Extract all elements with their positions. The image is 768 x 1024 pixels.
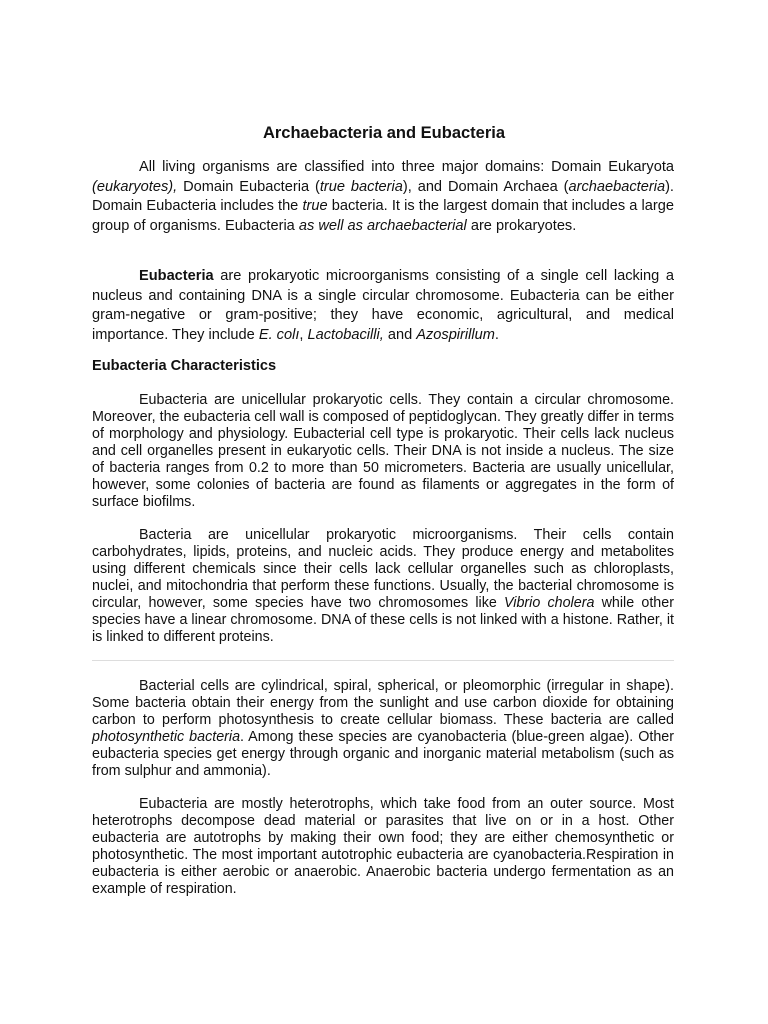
bacteria-paragraph: Bacteria are unicellular prokaryotic microorganisms. Their cells contain carbohydrates, lipids, proteins, and nucleic acids. They produce energy and metabolites using different chemicals since their cells lack cellular organelles such as chloroplasts, nuclei, and mitochondria that perform these functions. Usually, the bacterial chromosome is circular, however, some species have two chromosomes like Vibrio cholera while other species have a linear chromosome. DNA of these cells is not linked with a histone. Rather, it is linked to different proteins. — [92, 527, 674, 645]
intro-paragraph: All living organisms are classified into three major domains: Domain Eukaryota (eukaryotes), Domain Eubacteria (true bacteria), and Domain Archaea (archaebacteria). Domain Eubacteria includes the true bacteria. It is the largest domain that includes a large group of organisms. Eubacteria as well as archaebacterial are prokaryotes. — [92, 159, 674, 234]
page-divider — [92, 660, 674, 661]
heterotrophs-paragraph: Eubacteria are mostly heterotrophs, which take food from an outer source. Most heterotrophs decompose dead material or parasites that live on or in a host. Other eubacteria are autotrophs by making their own food; they are either chemosynthetic or photosynthetic. The most important autotrophic eubacteria are cyanobacteria.Respiration in eubacteria is either aerobic or anaerobic. Anaerobic bacteria undergo fermentation as an example of respiration. — [92, 796, 674, 897]
cell-shapes-paragraph: Bacterial cells are cylindrical, spiral, spherical, or pleomorphic (irregular in shape). Some bacteria obtain their energy from the sunlight and use carbon dioxide for obtaining carbon to perform photosynthesis to create cellular biomass. These bacteria are called photosynthetic bacteria. Among these species are cyanobacteria (blue-green algae). Other eubacteria species get energy through organic and inorganic material metabolism (such as from sulphur and ammonia). — [92, 678, 674, 779]
section-heading: Eubacteria Characteristics — [92, 358, 277, 374]
characteristics-paragraph: Eubacteria are unicellular prokaryotic cells. They contain a circular chromosome. Moreover, the eubacteria cell wall is composed of peptidoglycan. They greatly differ in terms of morphology and physiology. Eubacterial cell type is prokaryotic. Their cells lack nucleus and cell organelles present in eukaryotic cells. Their DNA is not inside a nucleus. The size of bacteria ranges from 0.2 to more than 50 micrometers. Bacteria are usually unicellular, however, some colonies of bacteria are found as filaments or aggregates in the form of surface biofilms. — [92, 392, 674, 510]
eubacteria-definition-paragraph: Eubacteria are prokaryotic microorganisms consisting of a single cell lacking a nucleus and containing DNA is a single circular chromosome. Eubacteria can be either gram-negative or gram-positive; they have economic, agricultural, and medical importance. They include E. colı, Lactobacilli, and Azospirillum. — [92, 268, 674, 343]
document-title: Archaebacteria and Eubacteria — [262, 124, 506, 142]
